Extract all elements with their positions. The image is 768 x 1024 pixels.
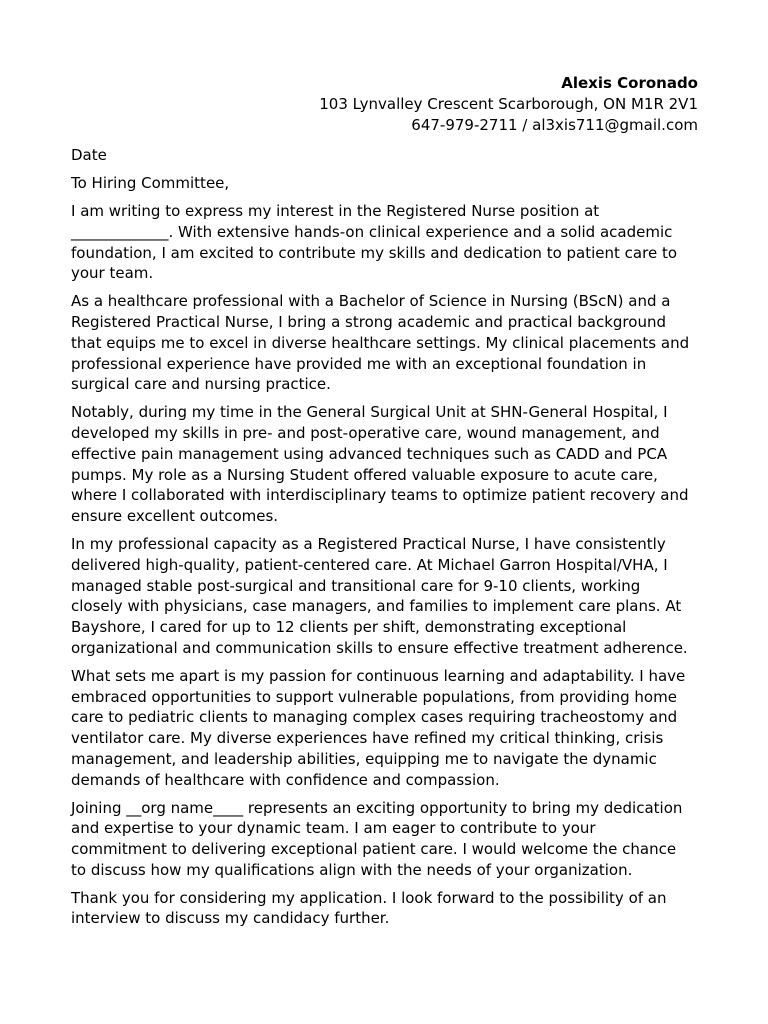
paragraph-line: surgical care and nursing practice. (71, 375, 331, 394)
paragraph-line: to discuss how my qualifications align with the needs of your organization. (71, 860, 633, 879)
paragraph (71, 201, 698, 284)
paragraph (71, 798, 698, 881)
paragraph-line: that equips me to excel in diverse healthcare settings. My clinical placements and (71, 333, 690, 352)
letter-body (71, 201, 698, 929)
paragraph-line: What sets me apart is my passion for continuous learning and adaptability. I have (71, 666, 686, 685)
paragraph (71, 888, 698, 930)
paragraph-line: Registered Practical Nurse, I bring a strong academic and practical background (71, 312, 666, 331)
paragraph-line: interview to discuss my candidacy further. (71, 909, 390, 928)
paragraph-line: where I collaborated with interdisciplinary teams to optimize patient recovery and (71, 486, 689, 505)
paragraph-line: As a healthcare professional with a Bachelor of Science in Nursing (BScN) and a (71, 292, 671, 311)
paragraph-line: I am writing to express my interest in the Registered Nurse position at (71, 201, 600, 220)
paragraph-line: foundation, I am excited to contribute my skills and dedication to patient care to (71, 243, 678, 262)
paragraph-line: management, and leadership abilities, equipping me to navigate the dynamic (71, 749, 657, 768)
sender-address: 103 Lynvalley Crescent Scarborough, ON M1R 2V1 (319, 94, 698, 113)
paragraph-line: professional experience have provided me with an exceptional foundation in (71, 354, 647, 373)
paragraph-line: commitment to delivering exceptional patient care. I would welcome the chance (71, 840, 677, 859)
paragraph-line: Thank you for considering my application. I look forward to the possibility of an (71, 888, 667, 907)
paragraph (71, 402, 698, 527)
paragraph-line: ensure excellent outcomes. (71, 507, 279, 526)
paragraph-line: and expertise to your dynamic team. I am eager to contribute to your (71, 819, 596, 838)
paragraph-line: Joining __org name____ represents an exciting opportunity to bring my dedication (71, 798, 683, 817)
paragraph-line: _____________. With extensive hands-on clinical experience and a solid academic (71, 222, 673, 241)
paragraph-line: ventilator care. My diverse experiences have refined my critical thinking, crisis (71, 729, 664, 748)
paragraph-line: care to pediatric clients to managing complex cases requiring tracheostomy and (71, 708, 678, 727)
paragraph-line: closely with physicians, case managers, and families to implement care plans. At (71, 597, 682, 616)
paragraph-line: Notably, during my time in the General Surgical Unit at SHN-General Hospital, I (71, 403, 668, 422)
paragraph-line: delivered high-quality, patient-centered care. At Michael Garron Hospital/VHA, I (71, 555, 668, 574)
sender-name: Alexis Coronado (561, 74, 698, 92)
paragraph-line: In my professional capacity as a Registered Practical Nurse, I have consistently (71, 534, 666, 553)
paragraph-line: effective pain management using advanced techniques such as CADD and PCA (71, 444, 668, 463)
salutation: To Hiring Committee, (71, 174, 230, 193)
paragraph-line: pumps. My role as a Nursing Student offered valuable exposure to acute care, (71, 465, 658, 484)
paragraph-line: organizational and communication skills to ensure effective treatment adherence. (71, 638, 688, 657)
paragraph-line: demands of healthcare with confidence and compassion. (71, 770, 500, 789)
paragraph (71, 291, 698, 395)
paragraph (71, 666, 698, 791)
paragraph-line: Bayshore, I cared for up to 12 clients per shift, demonstrating exceptional (71, 618, 627, 637)
paragraph-line: managed stable post-surgical and transitional care for 9-10 clients, working (71, 576, 641, 595)
sender-contact: 647-979-2711 / al3xis711@gmail.com (411, 115, 698, 134)
sender-header (71, 73, 698, 135)
cover-letter (71, 73, 698, 936)
paragraph-line: embraced opportunities to support vulnerable populations, from providing home (71, 687, 677, 706)
paragraph (71, 534, 698, 659)
paragraph-line: your team. (71, 264, 154, 283)
paragraph-line: developed my skills in pre- and post-operative care, wound management, and (71, 423, 660, 442)
letter-date: Date (71, 146, 107, 165)
